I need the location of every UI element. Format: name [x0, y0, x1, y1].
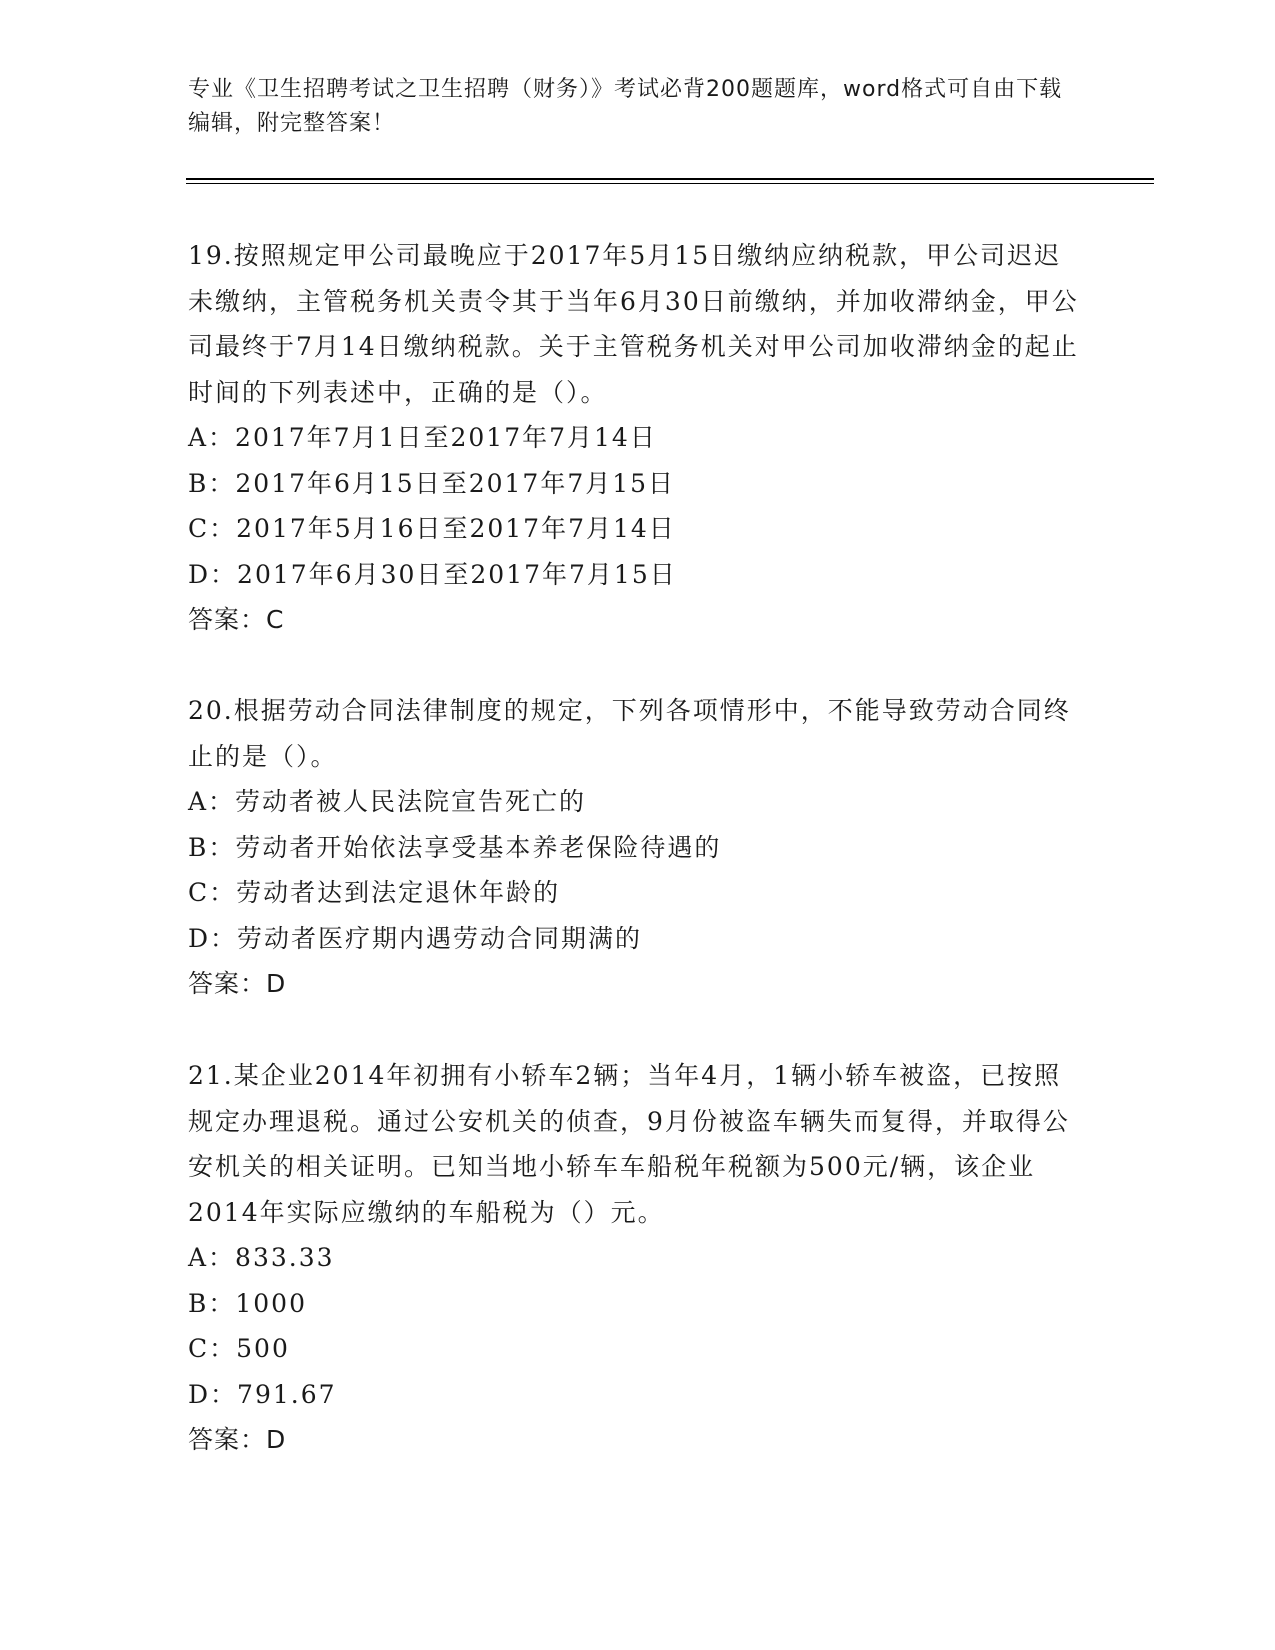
option-a: A：劳动者被人民法院宣告死亡的	[188, 787, 587, 816]
question-20	[188, 688, 1088, 1007]
answer-label: 答案：C	[188, 605, 285, 634]
option-a: A：2017年7月1日至2017年7月14日	[188, 423, 657, 452]
option-c: C：500	[188, 1334, 290, 1363]
option-d: D：791.67	[188, 1379, 337, 1409]
option-c: C：2017年5月16日至2017年7月14日	[188, 514, 676, 543]
question-21	[188, 1053, 1088, 1463]
question-19	[188, 233, 1088, 643]
option-d: D：2017年6月30日至2017年7月15日	[188, 559, 677, 589]
header-divider-thin	[186, 183, 1154, 184]
question-stem: 21.某企业2014年初拥有小轿车2辆；当年4月，1辆小轿车被盗，已按照规定办理退税。通过公安机关的侦查，9月份被盗车辆失而复得，并取得公安机关的相关证明。已知当地小轿车车船税年税额为500元/辆，该企业2014年实际应缴纳的车船税为（）元。	[188, 1061, 1070, 1227]
option-b: B：劳动者开始依法享受基本养老保险待遇的	[188, 832, 722, 862]
answer-label: 答案：D	[188, 969, 287, 998]
answer-label: 答案：D	[188, 1425, 287, 1454]
header-divider-thick	[186, 178, 1154, 180]
option-b: B：2017年6月15日至2017年7月15日	[188, 468, 676, 498]
option-c: C：劳动者达到法定退休年龄的	[188, 878, 561, 907]
option-b: B：1000	[188, 1288, 307, 1318]
question-stem: 19.按照规定甲公司最晚应于2017年5月15日缴纳应纳税款，甲公司迟迟未缴纳，主管税务机关责令其于当年6月30日前缴纳，并加收滞纳金，甲公司最终于7月14日缴纳税款。关于主管税务机关对甲公司加收滞纳金的起止时间的下列表述中，正确的是（）。	[188, 241, 1079, 407]
option-a: A：833.33	[188, 1243, 335, 1272]
question-stem: 20.根据劳动合同法律制度的规定，下列各项情形中，不能导致劳动合同终止的是（）。	[188, 696, 1071, 771]
document-header: 专业《卫生招聘考试之卫生招聘（财务）》考试必背200题题库，word格式可自由下载编辑，附完整答案！	[188, 77, 1063, 136]
option-d: D：劳动者医疗期内遇劳动合同期满的	[188, 923, 643, 953]
